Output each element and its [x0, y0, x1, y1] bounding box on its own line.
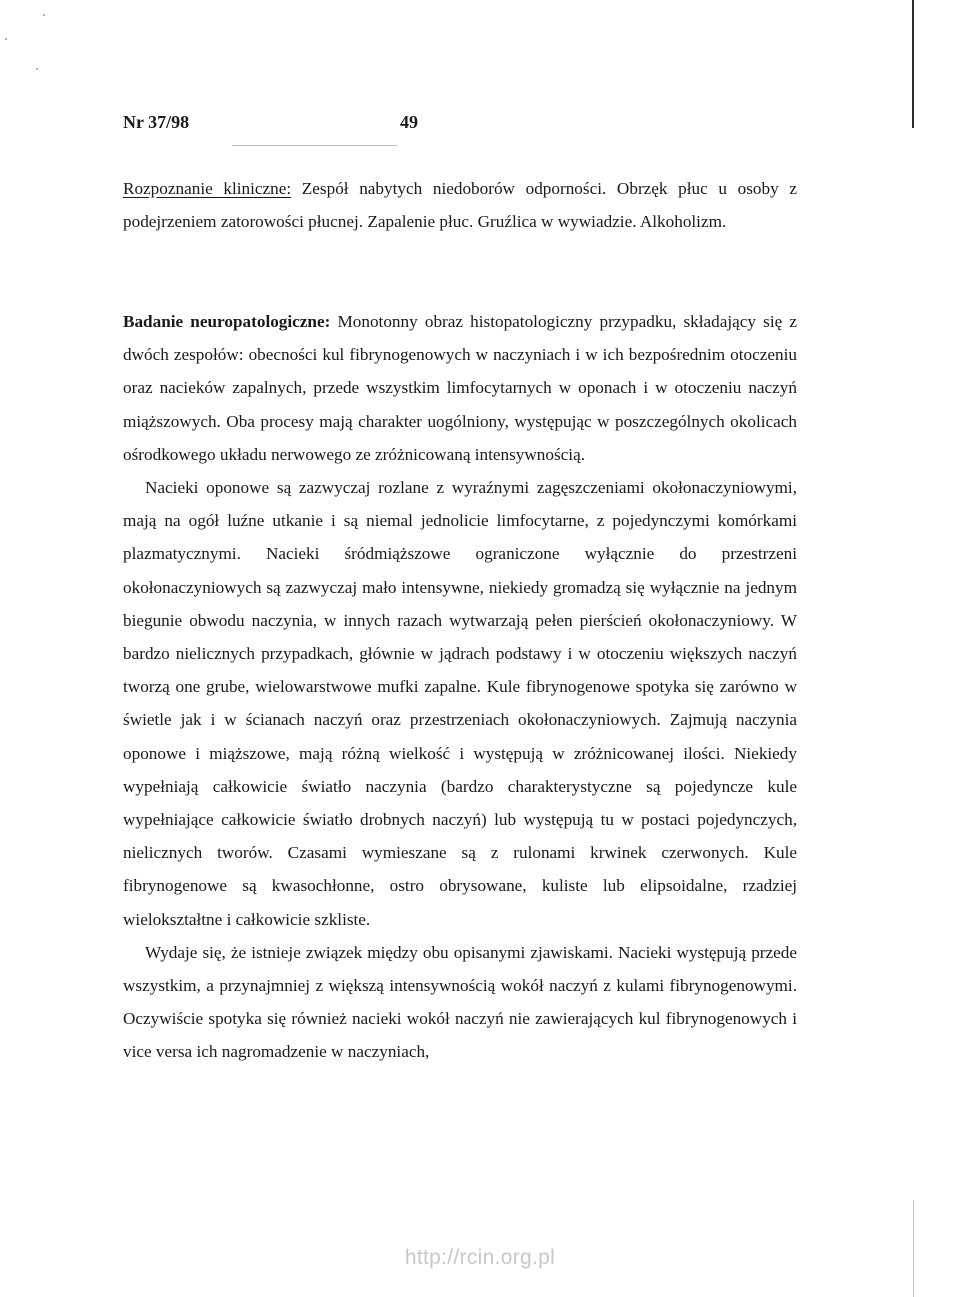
scan-speck [36, 68, 38, 70]
header-rule [232, 145, 397, 146]
clinical-diagnosis-section [123, 172, 797, 238]
scan-speck [5, 38, 7, 40]
neuropathology-paragraph-2: Nacieki oponowe są zazwyczaj rozlane z wyraźnymi zagęszczeniami okołonaczyniowymi, mają na ogół luźne utkanie i są niemal jednolicie limfocytarne, z pojedynczymi komórkami plazmatycznymi. Nacieki śródmiąższowe ograniczone wyłącznie do przestrzeni okołonaczyniowych są zazwyczaj mało intensywne, niekiedy gromadzą się wyłącznie na jednym biegunie obwodu naczynia, w innych razach wytwarzają pełen pierścień okołonaczyniowy. W bardzo nielicznych przypadkach, głównie w jądrach podstawy i w otoczeniu większych naczyń tworzą one grube, wielowarstwowe mufki zapalne. Kule fibrynogenowe spotyka się zarówno w świetle jak i w ścianach naczyń oraz przestrzeniach okołonaczyniowych. Zajmują naczynia oponowe i miąższowe, mają różną wielkość i występują w zróżnicowanej ilości. Niekiedy wypełniają całkowicie światło naczynia (bardzo charakterystyczne są pojedyncze kule wypełniające całkowicie światło drobnych naczyń) lub występują tu w postaci pojedynczych, nielicznych tworów. Czasami wymieszane są z rulonami krwinek czerwonych. Kule fibrynogenowe są kwasochłonne, ostro obrysowane, kuliste lub elipsoidalne, rzadziej wielokształtne i całkowicie szkliste. [123, 478, 797, 929]
neuropathology-paragraph-1 [123, 305, 797, 471]
clinical-diagnosis-label: Rozpoznanie kliniczne: [123, 179, 292, 198]
neuropathology-paragraph-1-text: Monotonny obraz histopatologiczny przypadku, składający się z dwóch zespołów: obecności kul fibrynogenowych w naczyniach i w ich bezpośrednim otoczeniu oraz nacieków zapalnych, przede wszystkim limfocytarnych w oponach i w otoczeniu naczyń miąższowych. Oba procesy mają charakter uogólniony, występując w poszczególnych okolicach ośrodkowego układu nerwowego ze zróżnicowaną intensywnością. [123, 312, 797, 464]
neuropathology-paragraph-3: Wydaje się, że istnieje związek między obu opisanymi zjawiskami. Nacieki występują przede wszystkim, a przynajmniej z większą intensywnością wokół naczyń z kulami fibrynogenowymi. Oczywiście spotyka się również nacieki wokół naczyń nie zawierających kul fibrynogenowych i vice versa ich nagromadzenie w naczyniach, [123, 942, 797, 1062]
clinical-diagnosis-text: Zespół nabytych niedoborów odporności. Obrzęk płuc u osoby z podejrzeniem zatorowości płucnej. Zapalenie płuc. Gruźlica w wywiadzie. Alkoholizm. [123, 179, 797, 232]
page-header [123, 112, 423, 136]
journal-number: Nr 37/98 [123, 112, 190, 132]
neuropathology-label: Badanie neuropatologiczne: [123, 312, 331, 331]
scan-edge-line-top [912, 0, 914, 128]
neuropathology-section [123, 305, 797, 1069]
clinical-diagnosis-paragraph [123, 172, 797, 238]
scan-speck [43, 14, 45, 16]
page-number: 49 [400, 112, 418, 132]
watermark-url: http://rcin.org.pl [404, 1246, 556, 1269]
